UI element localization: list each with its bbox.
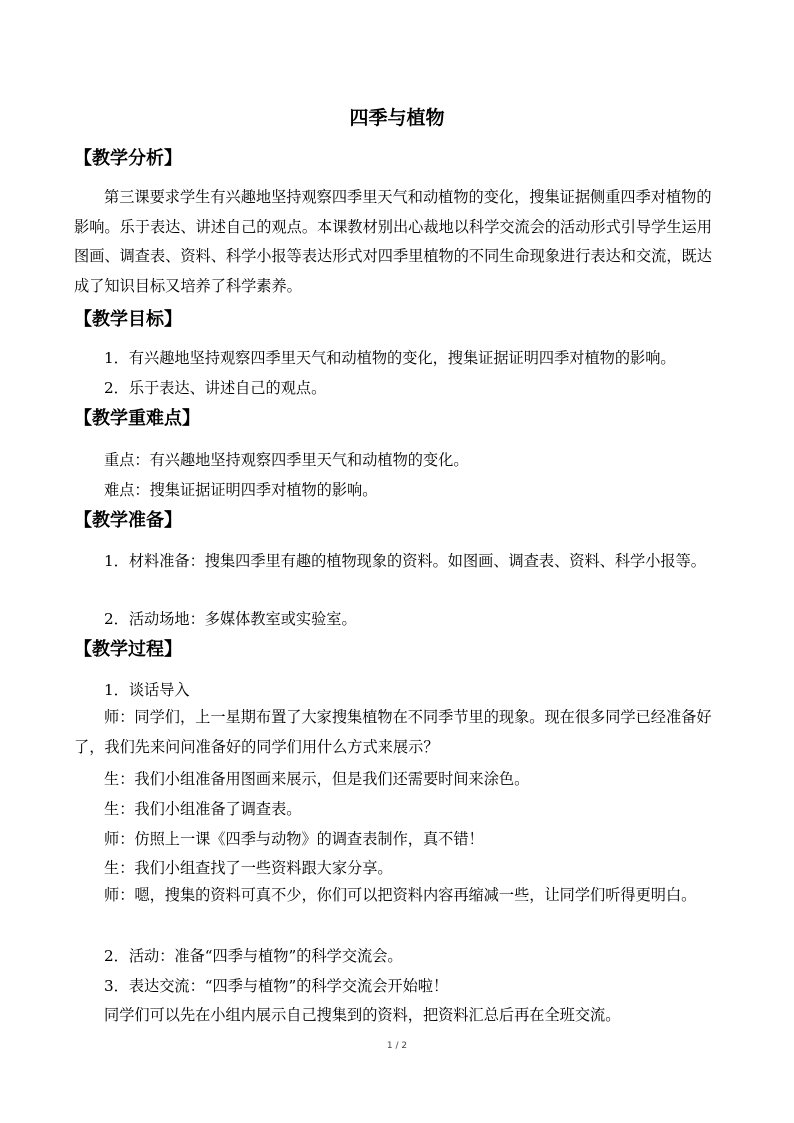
analysis-paragraph: 第三课要求学生有兴趣地坚持观察四季里天气和动植物的变化，搜集证据侧重四季对植物的影响。乐于表达、讲述自己的观点。本课教材别出心裁地以科学交流会的活动形式引导学生运用图画、调查表、资料、科学小报等表达形式对四季里植物的不同生命现象进行表达和交流，既达成了知识目标又培养了科学素养。: [74, 188, 712, 295]
heading-key-points: 【教学重难点】: [74, 408, 200, 429]
heading-analysis: 【教学分析】: [74, 148, 182, 169]
process-dialogue-4: 师：仿照上一课《四季与动物》的调查表制作，真不错！: [104, 830, 484, 848]
difficult-point-item: 难点：搜集证据证明四季对植物的影响。: [104, 481, 378, 499]
process-dialogue-5: 生：我们小组查找了一些资料跟大家分享。: [104, 859, 393, 877]
preparation-item-1: 1．材料准备：搜集四季里有趣的植物现象的资料。如图画、调查表、资料、科学小报等。: [104, 552, 706, 570]
process-step-1: 1．谈话导入: [104, 681, 190, 699]
process-dialogue-6: 师：嗯，搜集的资料可真不少，你们可以把资料内容再缩减一些，让同学们听得更明白。: [104, 886, 697, 904]
page-number: 1 / 2: [386, 1041, 408, 1051]
process-dialogue-3: 生：我们小组准备了调查表。: [104, 800, 302, 818]
process-dialogue-2: 生：我们小组准备用图画来展示，但是我们还需要时间来涂色。: [104, 770, 530, 788]
process-dialogue-7: 同学们可以先在小组内展示自己搜集到的资料，把资料汇总后再在全班交流。: [104, 1006, 621, 1024]
document-title: 四季与植物: [349, 107, 445, 129]
preparation-item-2: 2．活动场地：多媒体教室或实验室。: [104, 610, 357, 628]
key-point-item: 重点：有兴趣地坚持观察四季里天气和动植物的变化。: [104, 451, 469, 469]
goal-item-2: 2．乐于表达、讲述自己的观点。: [104, 379, 327, 397]
process-step-2: 2．活动：准备“四季与植物”的科学交流会。: [104, 947, 403, 965]
heading-preparation: 【教学准备】: [74, 510, 182, 531]
heading-process: 【教学过程】: [74, 639, 182, 660]
process-step-3: 3．表达交流：“四季与植物”的科学交流会开始啦！: [104, 977, 449, 995]
process-dialogue-1: 师：同学们，上一星期布置了大家搜集植物在不同季节里的现象。现在很多同学已经准备好了，我们先来问问准备好的同学们用什么方式来展示？: [74, 708, 712, 756]
goal-item-1: 1．有兴趣地坚持观察四季里天气和动植物的变化，搜集证据证明四季对植物的影响。: [104, 349, 676, 367]
heading-goals: 【教学目标】: [74, 309, 182, 330]
